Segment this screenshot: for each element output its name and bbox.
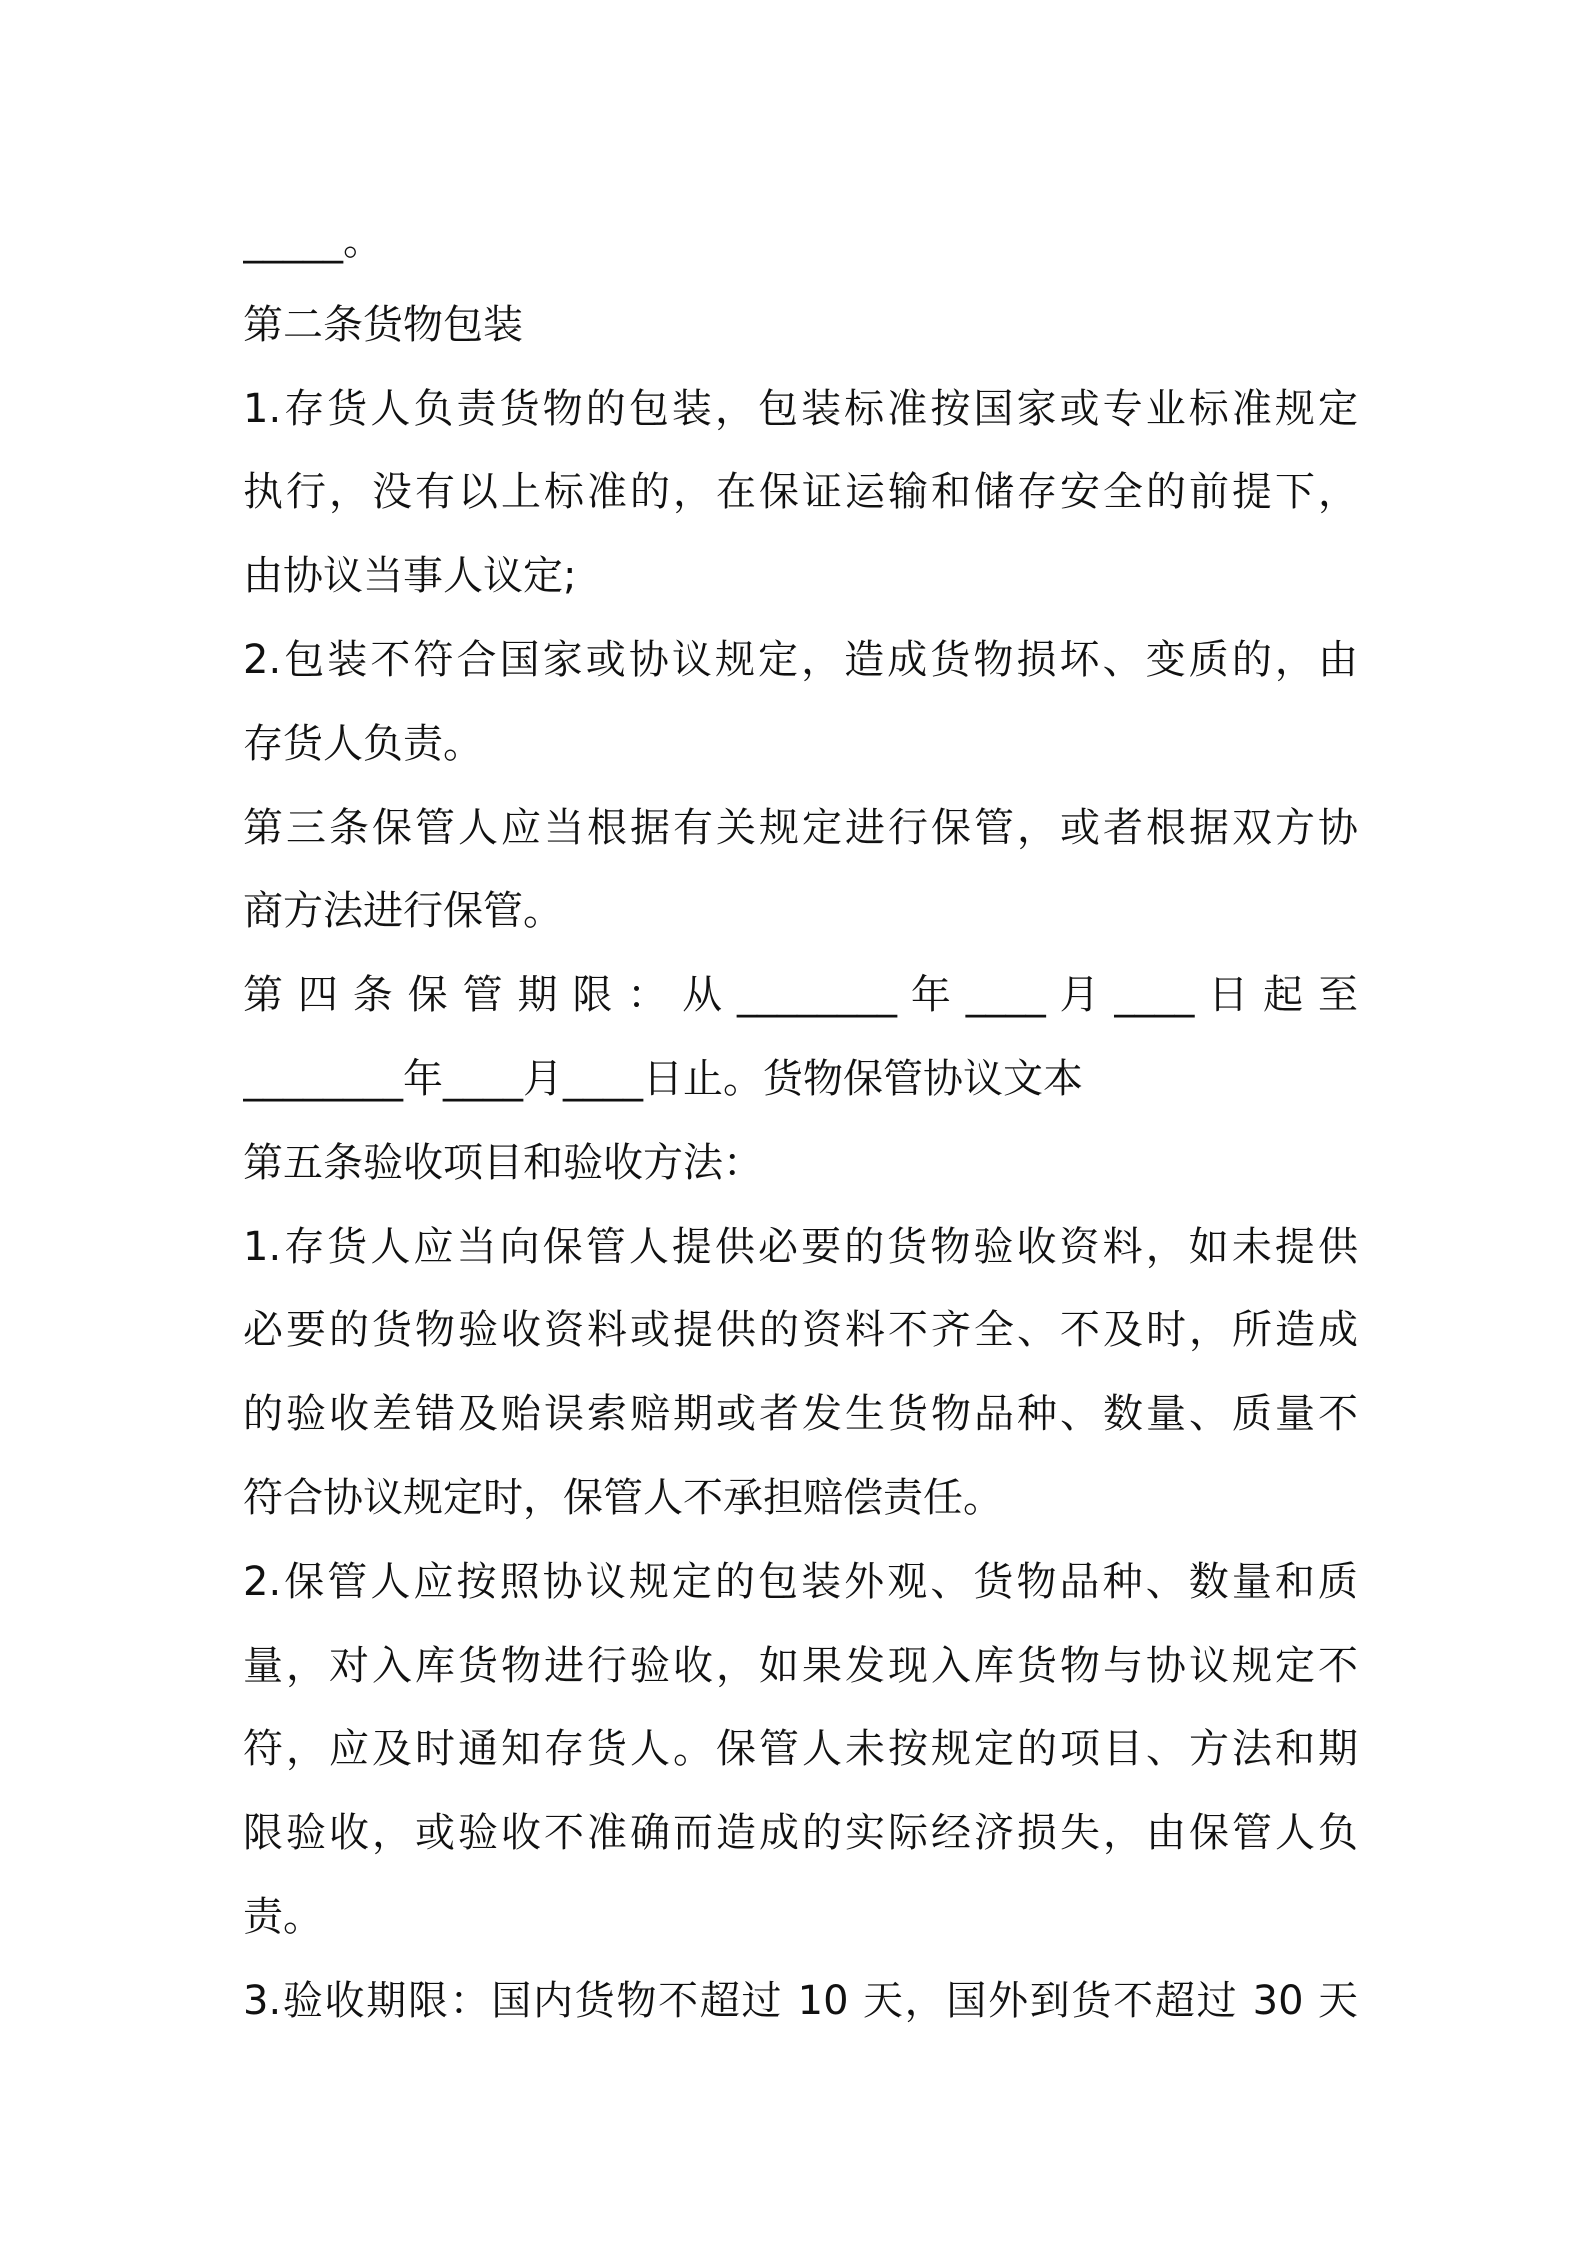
- text-line: 量，对入库货物进行验收，如果发现入库货物与协议规定不: [243, 1642, 1358, 1689]
- text-line: 2.保管人应按照协议规定的包装外观、货物品种、数量和质: [243, 1558, 1358, 1605]
- text-line: 商方法进行保管。: [243, 888, 563, 935]
- section-heading: 第二条货物包装: [243, 301, 523, 348]
- text-line: 的验收差错及贻误索赔期或者发生货物品种、数量、质量不: [243, 1391, 1358, 1438]
- text-line: _____。: [243, 218, 383, 264]
- text-line: 责。: [243, 1893, 323, 1940]
- text-line: 第三条保管人应当根据有关规定进行保管，或者根据双方协: [243, 804, 1358, 851]
- text-line: ________年____月____日止。货物保管协议文本: [243, 1055, 1083, 1102]
- text-line: 符，应及时通知存货人。保管人未按规定的项目、方法和期: [243, 1726, 1358, 1773]
- text-line: 必要的货物验收资料或提供的资料不齐全、不及时，所造成: [243, 1307, 1358, 1354]
- text-line: 存货人负责。: [243, 720, 483, 767]
- text-line: 符合协议规定时，保管人不承担赔偿责任。: [243, 1474, 1003, 1521]
- text-line: 执行，没有以上标准的，在保证运输和储存安全的前提下，: [243, 469, 1358, 516]
- section-heading: 第五条验收项目和验收方法：: [243, 1139, 763, 1186]
- text-line: 3.验收期限：国内货物不超过 10 天，国外到货不超过 30 天: [243, 1977, 1358, 2024]
- text-line: 2.包装不符合国家或协议规定，造成货物损坏、变质的，由: [243, 636, 1358, 683]
- text-line: 1.存货人应当向保管人提供必要的货物验收资料，如未提供: [243, 1223, 1358, 1270]
- text-line: 第 四 条 保 管 期 限 ： 从 ________ 年 ____ 月 ____ 日 起 至: [243, 972, 1358, 1019]
- text-line: 限验收，或验收不准确而造成的实际经济损失，由保管人负: [243, 1810, 1358, 1857]
- contract-body: [243, 200, 1358, 2044]
- text-line: 1.存货人负责货物的包装，包装标准按国家或专业标准规定: [243, 385, 1358, 432]
- text-line: 由协议当事人议定;: [243, 553, 577, 600]
